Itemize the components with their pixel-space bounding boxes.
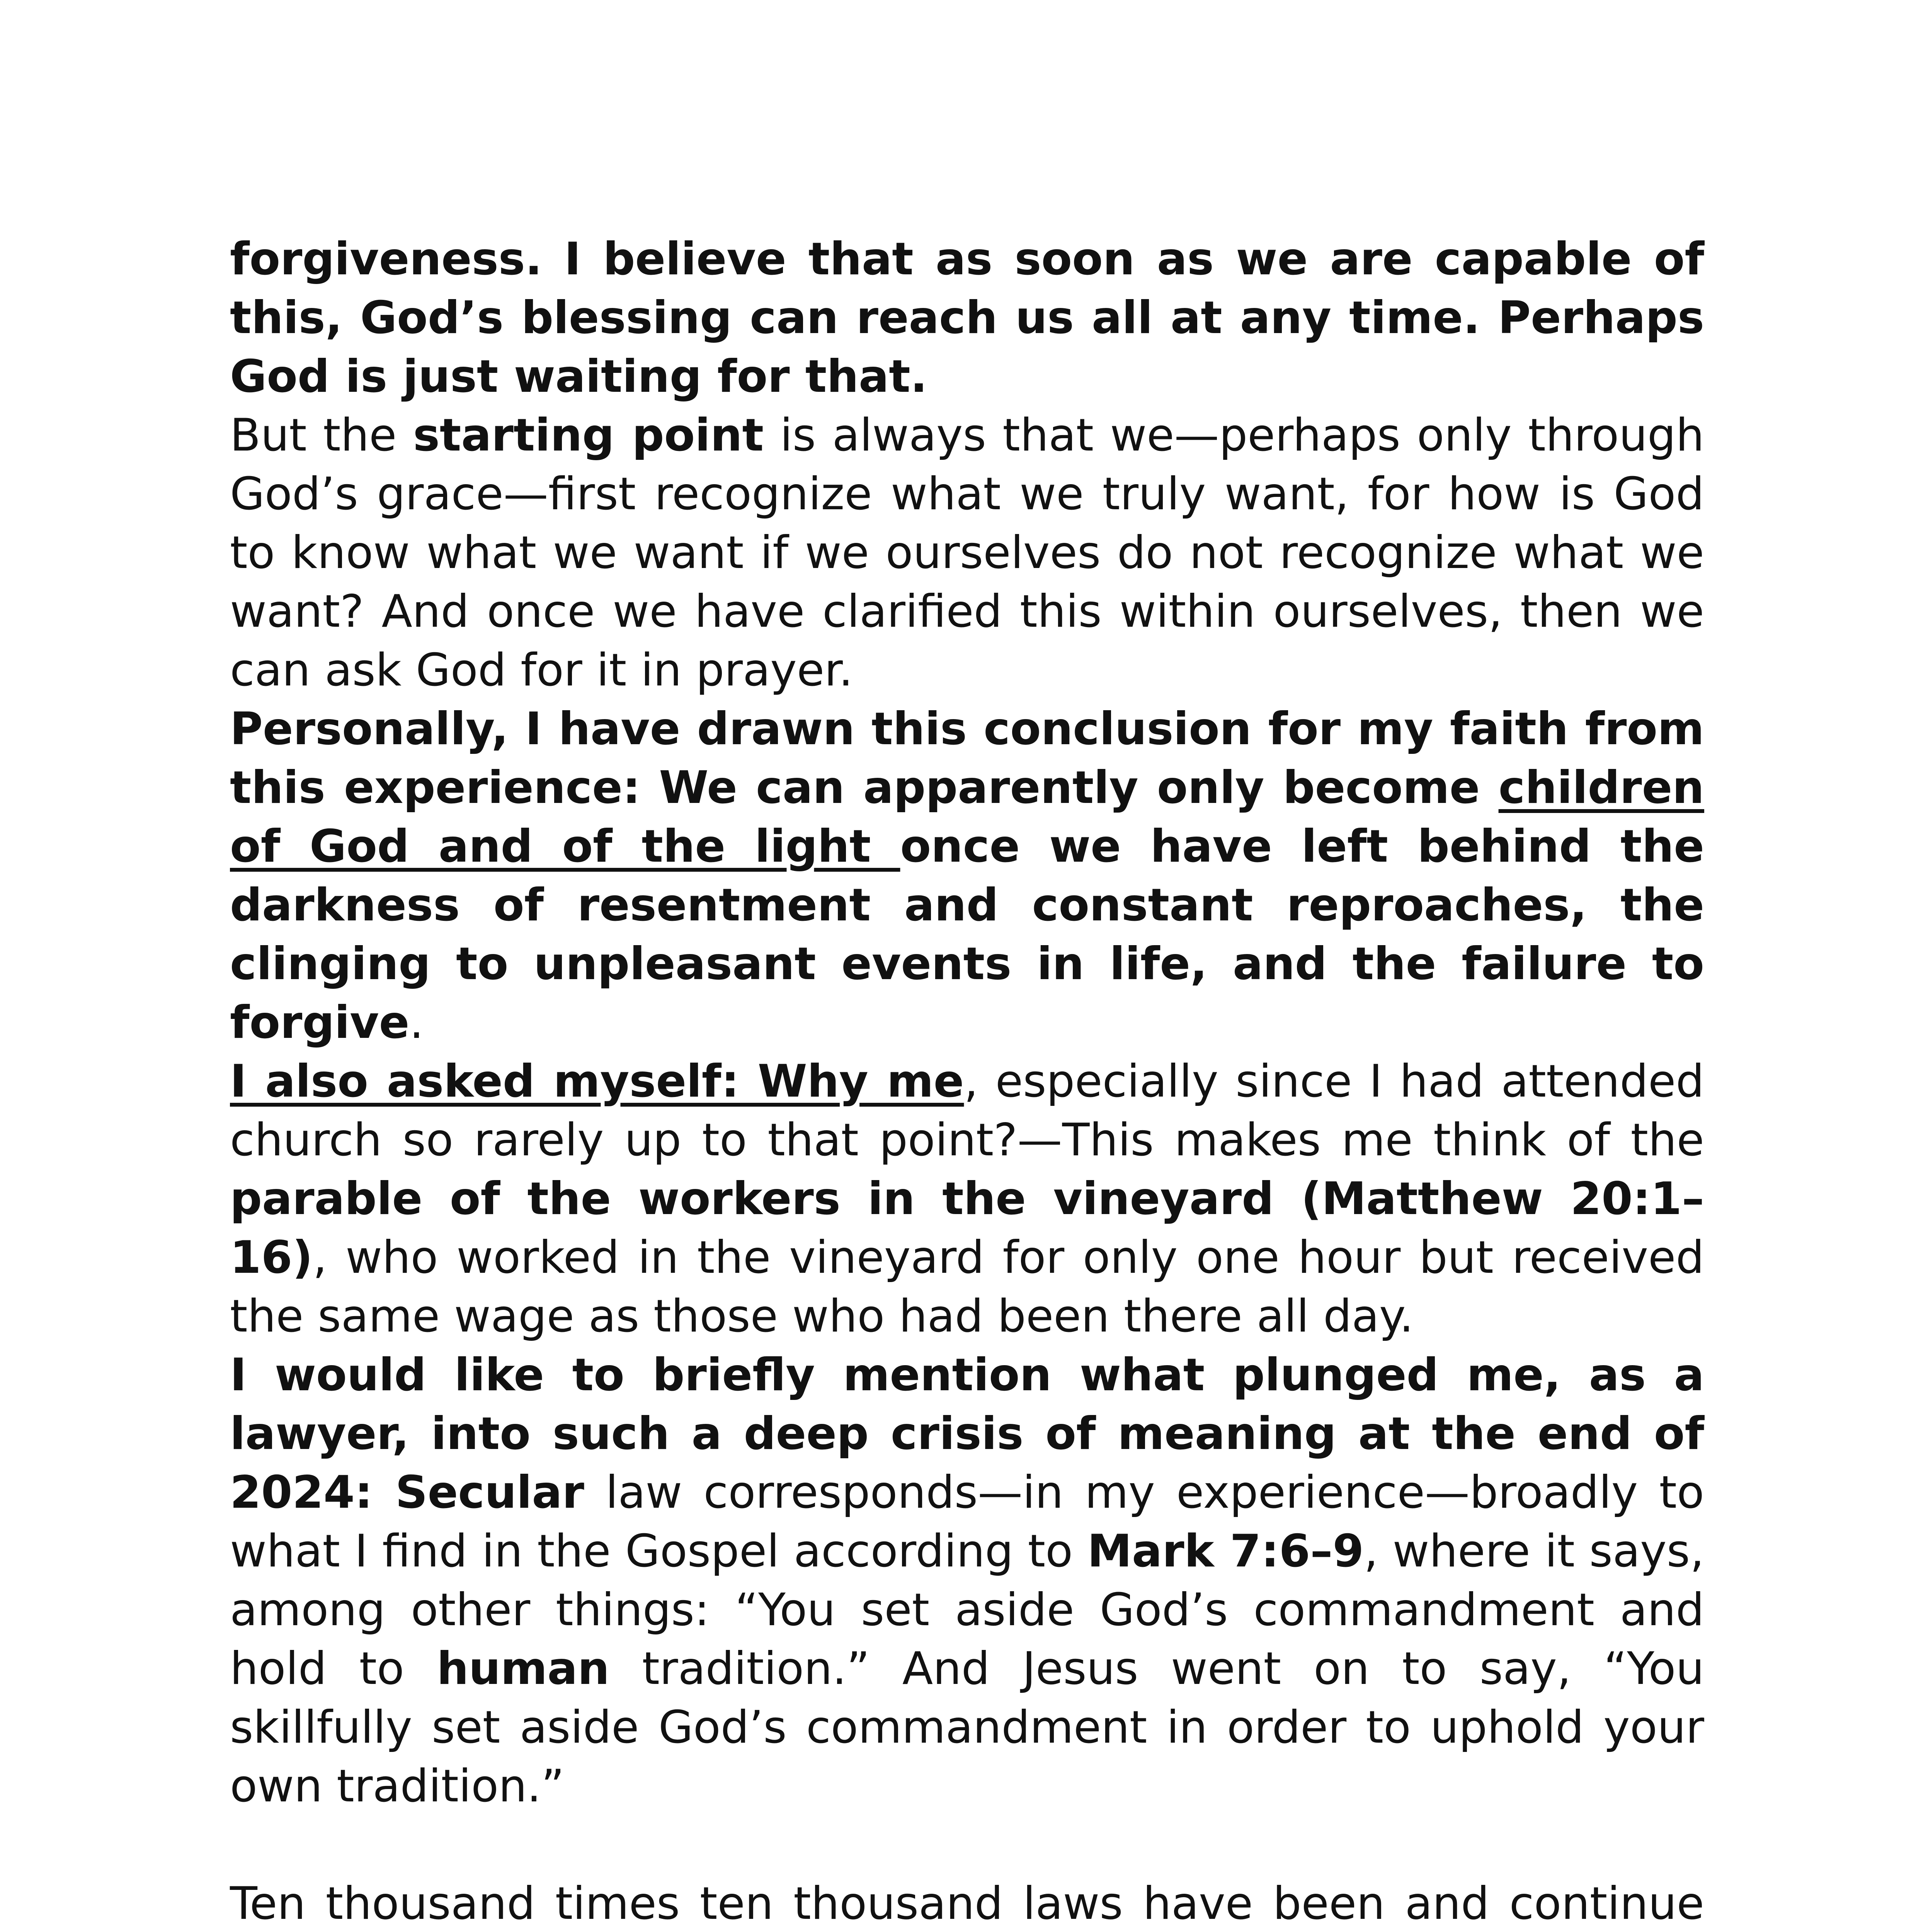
text-run: , especially since I had attended church so rarely up to that point?—This makes me think of the xyxy=(230,1055,1704,1166)
text-run: tradition.” And Jesus went on to say, “You skillfully set aside God’s commandment in order to uphold your own tradition.” xyxy=(230,1643,1704,1812)
paragraph xyxy=(230,1346,1704,1816)
text-run: But the xyxy=(230,409,413,461)
bold-run: I would like to briefly mention what plunged me, as a lawyer, into such a deep crisis of meaning at the end of 2024: Secular xyxy=(230,1349,1704,1519)
bold-run: Mark 7:6–9 xyxy=(1087,1525,1364,1577)
text-run: , who worked in the vineyard for only one hour but received the same wage as those who had been there all day. xyxy=(230,1231,1704,1342)
paragraph xyxy=(230,700,1704,1052)
paragraph xyxy=(230,1052,1704,1346)
bold-run: starting point xyxy=(413,409,764,461)
paragraph xyxy=(230,406,1704,700)
body-text xyxy=(230,230,1704,1932)
bold-run: forgiveness. I believe that as soon as we are capable of this, God’s blessing can reach us all at any time. Perhaps God is just waiting for that. xyxy=(230,233,1704,403)
text-run: , where it says, among other things: “You set aside God’s commandment and hold to xyxy=(230,1525,1704,1695)
bold-run: once we have left behind the darkness of resentment and constant reproaches, the clinging to unpleasant events in life, and the failure to forgive xyxy=(230,820,1705,1049)
underlined-bold-run: children of God and of the light xyxy=(230,762,1704,872)
bold-run: Personally, I have drawn this conclusion for my faith from this experience: We can apparently only become xyxy=(230,703,1704,814)
bold-run: parable of the workers in the vineyard (Matthew 20:1–16) xyxy=(230,1173,1704,1284)
paragraph xyxy=(230,230,1704,406)
text-run: law corresponds—in my experience—broadly to what I find in the Gospel according to xyxy=(230,1466,1704,1577)
text-run: . xyxy=(409,997,424,1049)
text-run: Ten thousand times ten thousand laws have been and continue xyxy=(230,1878,1704,1930)
bold-run: human xyxy=(437,1643,610,1695)
text-run: is always that we—perhaps only through God’s grace—first recognize what we truly want, for how is God to know what we want if we ourselves do not recognize what we want? And once we have clarified this within ourselves, then we can ask God for it in prayer. xyxy=(230,409,1705,696)
underlined-bold-run: I also asked myself: Why me xyxy=(230,1055,964,1107)
paragraph xyxy=(230,1874,1704,1932)
